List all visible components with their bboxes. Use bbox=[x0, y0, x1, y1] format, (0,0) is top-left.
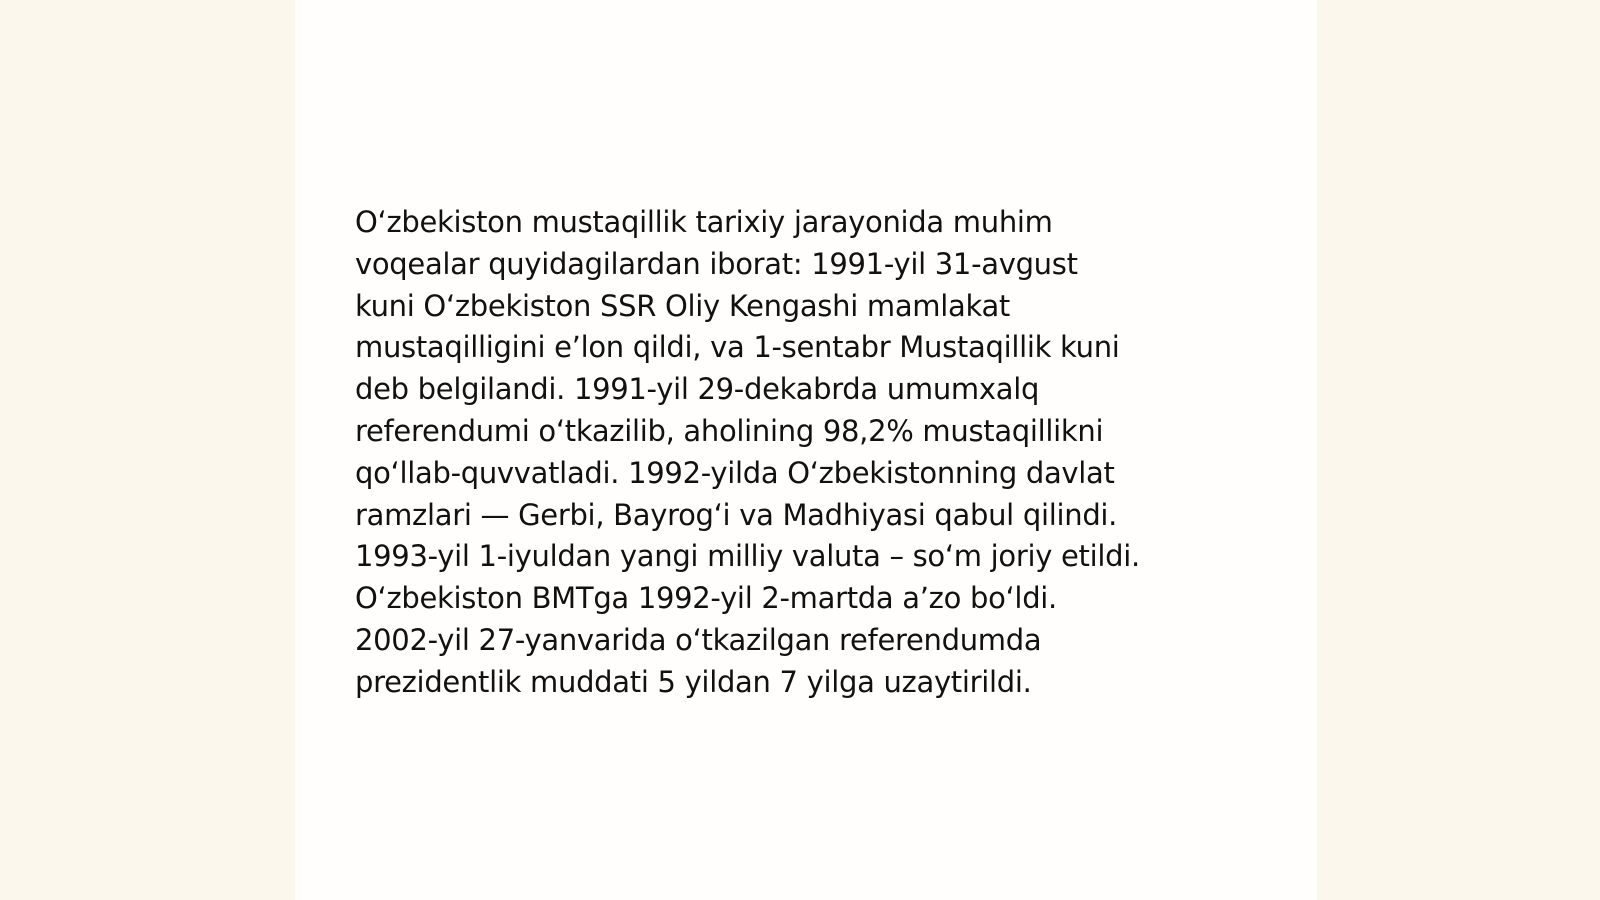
paragraph-line: mustaqilligini e’lon qildi, va 1-sentabr Mustaqillik kuni bbox=[355, 330, 1120, 365]
paragraph-line: prezidentlik muddati 5 yildan 7 yilga uzaytirildi. bbox=[355, 664, 1032, 699]
paragraph-line: O‘zbekiston BMTga 1992-yil 2-martda a’zo bo‘ldi. bbox=[355, 581, 1057, 616]
paragraph-line: kuni O‘zbekiston SSR Oliy Kengashi mamlakat bbox=[355, 288, 1010, 323]
paragraph-line: qo‘llab-quvvatladi. 1992-yilda O‘zbekistonning davlat bbox=[355, 455, 1115, 490]
paragraph-line: 1993-yil 1-iyuldan yangi milliy valuta – so‘m joriy etildi. bbox=[355, 539, 1140, 574]
paragraph-line: 2002-yil 27-yanvarida o‘tkazilgan referendumda bbox=[355, 622, 1042, 657]
paragraph-line: ramzlari — Gerbi, Bayrog‘i va Madhiyasi qabul qilindi. bbox=[355, 497, 1118, 532]
paragraph-line: O‘zbekiston mustaqillik tarixiy jarayonida muhim bbox=[355, 205, 1053, 239]
paragraph-line: referendumi o‘tkazilib, aholining 98,2% mustaqillikni bbox=[355, 413, 1104, 448]
paragraph-line: deb belgilandi. 1991-yil 29-dekabrda umumxalq bbox=[355, 372, 1040, 407]
paragraph-line: voqealar quyidagilardan iborat: 1991-yil 31-avgust bbox=[355, 246, 1078, 281]
body-paragraph bbox=[355, 202, 1245, 704]
document-page bbox=[295, 0, 1317, 900]
